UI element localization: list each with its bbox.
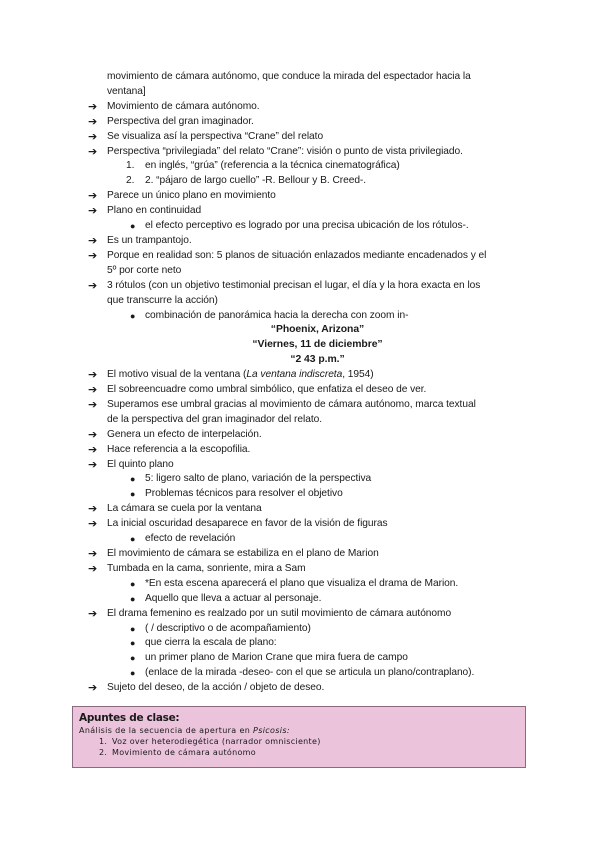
bullet-icon: ● bbox=[130, 593, 136, 604]
item-number: 1. bbox=[99, 737, 108, 746]
arrow-icon: ➔ bbox=[88, 234, 98, 247]
item-text: 3 rótulos (con un objetivo testimonial precisan el lugar, el día y la hora exacta en los bbox=[107, 279, 481, 291]
item-text: La inicial oscuridad desaparece en favor de la visión de figuras bbox=[107, 518, 388, 530]
arrow-list-item bbox=[88, 115, 528, 130]
arrow-list-item bbox=[88, 130, 528, 145]
arrow-icon: ➔ bbox=[88, 518, 98, 531]
notes-title: Apuntes de clase: bbox=[79, 712, 180, 724]
numbered-item bbox=[88, 159, 528, 174]
item-text: *En esta escena aparecerá el plano que visualiza el drama de Marion. bbox=[145, 577, 459, 589]
item-text: Se visualiza así la perspectiva “Crane” del relato bbox=[107, 130, 324, 142]
arrow-list-item bbox=[88, 681, 528, 696]
item-text: Tumbada en la cama, sonriente, mira a Sam bbox=[107, 562, 306, 574]
arrow-icon: ➔ bbox=[88, 682, 98, 695]
caption-place: “Phoenix, Arizona” bbox=[270, 324, 365, 336]
arrow-icon: ➔ bbox=[88, 205, 98, 218]
item-text: (enlace de la mirada -deseo- con el que se articula un plano/contraplano). bbox=[145, 667, 475, 679]
item-text: 5: ligero salto de plano, variación de la perspectiva bbox=[145, 473, 372, 485]
bullet-icon: ● bbox=[130, 534, 136, 545]
item-text: El sobreencuadre como umbral simbólico, que enfatiza el deseo de ver. bbox=[107, 384, 427, 396]
arrow-list-item bbox=[88, 502, 528, 517]
item-text: Perspectiva del gran imaginador. bbox=[107, 115, 254, 127]
arrow-list-item bbox=[88, 443, 528, 458]
text-line: que transcurre la acción) bbox=[107, 294, 218, 306]
bullet-icon: ● bbox=[130, 578, 136, 589]
bullet-icon: ● bbox=[130, 310, 136, 321]
arrow-list-item bbox=[88, 234, 528, 249]
bullet-icon: ● bbox=[130, 474, 136, 485]
numbered-item bbox=[88, 174, 528, 189]
arrow-icon: ➔ bbox=[88, 548, 98, 560]
item-text-post: , 1954) bbox=[342, 369, 374, 381]
item-text: La cámara se cuela por la ventana bbox=[107, 503, 262, 515]
arrow-icon: ➔ bbox=[88, 115, 98, 128]
bullet-item bbox=[88, 472, 528, 487]
arrow-list-item bbox=[88, 428, 528, 443]
arrow-list-item bbox=[88, 249, 528, 264]
arrow-list-item bbox=[88, 204, 528, 219]
item-text: combinación de panorámica hacia la derecha con zoom in- bbox=[145, 309, 409, 321]
arrow-icon: ➔ bbox=[88, 562, 98, 575]
bullet-icon: ● bbox=[130, 221, 136, 232]
arrow-icon: ➔ bbox=[88, 607, 98, 620]
item-text: Movimiento de cámara autónomo. bbox=[107, 100, 260, 112]
item-number: 2. bbox=[126, 175, 135, 187]
item-text: Parece un único plano en movimiento bbox=[107, 190, 276, 202]
arrow-list-item bbox=[88, 279, 528, 294]
arrow-list-item bbox=[88, 398, 528, 413]
item-text: Plano en continuidad bbox=[107, 205, 202, 217]
item-text: Sujeto del deseo, de la acción / objeto de deseo. bbox=[107, 682, 325, 694]
item-text: en inglés, “grúa” (referencia a la técnica cinematográfica) bbox=[145, 160, 400, 172]
item-text: Porque en realidad son: 5 planos de situación enlazados mediante encadenados y el bbox=[107, 249, 487, 261]
bullet-icon: ● bbox=[130, 668, 136, 679]
arrow-list-item bbox=[88, 458, 528, 473]
arrow-icon: ➔ bbox=[88, 279, 98, 292]
bullet-item bbox=[88, 666, 528, 681]
text-line: 5º por corte neto bbox=[107, 264, 182, 276]
bullet-item bbox=[88, 636, 528, 651]
notes-intro bbox=[79, 725, 519, 736]
item-text-pre: El motivo visual de la ventana ( bbox=[107, 369, 247, 381]
item-text: El quinto plano bbox=[107, 458, 174, 470]
bullet-icon: ● bbox=[130, 638, 136, 649]
bullet-item bbox=[88, 577, 528, 592]
arrow-list-item bbox=[88, 562, 528, 577]
arrow-icon: ➔ bbox=[88, 384, 98, 397]
bullet-item bbox=[88, 532, 528, 547]
item-text: Perspectiva “privilegiada” del relato “Crane”: visión o punto de vista privilegiado. bbox=[107, 145, 463, 157]
arrow-icon: ➔ bbox=[88, 369, 98, 382]
arrow-list-item bbox=[88, 607, 528, 622]
arrow-icon: ➔ bbox=[88, 458, 98, 471]
notes-numbered-item bbox=[79, 747, 519, 758]
item-text: Hace referencia a la escopofilia. bbox=[107, 443, 251, 455]
arrow-list-item bbox=[88, 189, 528, 204]
item-text: Problemas técnicos para resolver el objetivo bbox=[145, 488, 343, 500]
bullet-item bbox=[88, 592, 528, 607]
item-text: Genera un efecto de interpelación. bbox=[107, 428, 262, 440]
text-line: de la perspectiva del gran imaginador del relato. bbox=[107, 413, 323, 425]
item-text: un primer plano de Marion Crane que mira fuera de campo bbox=[145, 652, 408, 664]
item-text: que cierra la escala de plano: bbox=[145, 637, 277, 649]
arrow-icon: ➔ bbox=[88, 398, 98, 411]
item-text: el efecto perceptivo es logrado por una precisa ubicación de los rótulos-. bbox=[145, 220, 469, 232]
notes-body bbox=[88, 70, 528, 696]
item-number: 1. bbox=[126, 160, 135, 172]
item-text: El movimiento de cámara se estabiliza en el plano de Marion bbox=[107, 548, 379, 559]
arrow-list-item bbox=[88, 383, 528, 398]
notes-numbered-item bbox=[79, 736, 519, 747]
arrow-list-item bbox=[88, 100, 528, 115]
item-text: 2. “pájaro de largo cuello” -R. Bellour y B. Creed-. bbox=[145, 175, 367, 187]
notes-film-title: Psicosis: bbox=[253, 726, 290, 735]
item-text: ( / descriptivo o de acompañamiento) bbox=[145, 622, 311, 634]
bullet-icon: ● bbox=[130, 623, 136, 634]
arrow-icon: ➔ bbox=[88, 100, 98, 113]
arrow-list-item bbox=[88, 145, 528, 160]
text-line: ventana] bbox=[107, 85, 146, 97]
caption-date: “Viernes, 11 de diciembre” bbox=[252, 339, 383, 351]
notes-intro-text: Análisis de la secuencia de apertura en bbox=[79, 726, 254, 735]
arrow-icon: ➔ bbox=[88, 428, 98, 441]
bullet-icon: ● bbox=[130, 489, 136, 500]
arrow-icon: ➔ bbox=[88, 249, 98, 262]
item-number: 2. bbox=[99, 748, 108, 757]
item-text: Es un trampantojo. bbox=[107, 234, 192, 246]
text-line: movimiento de cámara autónomo, que conduce la mirada del espectador hacia la bbox=[107, 71, 471, 82]
item-text: Voz over heterodiegética (narrador omnisciente) bbox=[112, 737, 321, 746]
bullet-item bbox=[88, 651, 528, 666]
bullet-item bbox=[88, 309, 528, 324]
bullet-item bbox=[88, 622, 528, 637]
arrow-list-item bbox=[88, 368, 528, 383]
item-text: efecto de revelación bbox=[145, 533, 236, 545]
class-notes-box bbox=[72, 706, 526, 768]
item-text: El drama femenino es realzado por un sutil movimiento de cámara autónomo bbox=[107, 607, 452, 619]
arrow-icon: ➔ bbox=[88, 130, 98, 143]
arrow-icon: ➔ bbox=[88, 503, 98, 516]
caption-time: “2 43 p.m.” bbox=[290, 354, 345, 366]
bullet-item bbox=[88, 487, 528, 502]
bullet-icon: ● bbox=[130, 653, 136, 664]
arrow-icon: ➔ bbox=[88, 443, 98, 456]
item-text: Movimiento de cámara autónomo bbox=[112, 748, 256, 757]
item-text: Superamos ese umbral gracias al movimiento de cámara autónomo, marca textual bbox=[107, 398, 476, 410]
item-text: Aquello que lleva a actuar al personaje. bbox=[145, 592, 322, 604]
bullet-item bbox=[88, 219, 528, 234]
arrow-icon: ➔ bbox=[88, 190, 98, 203]
arrow-list-item bbox=[88, 517, 528, 532]
film-title: La ventana indiscreta bbox=[246, 369, 343, 381]
arrow-list-item bbox=[88, 547, 528, 562]
arrow-icon: ➔ bbox=[88, 145, 98, 158]
